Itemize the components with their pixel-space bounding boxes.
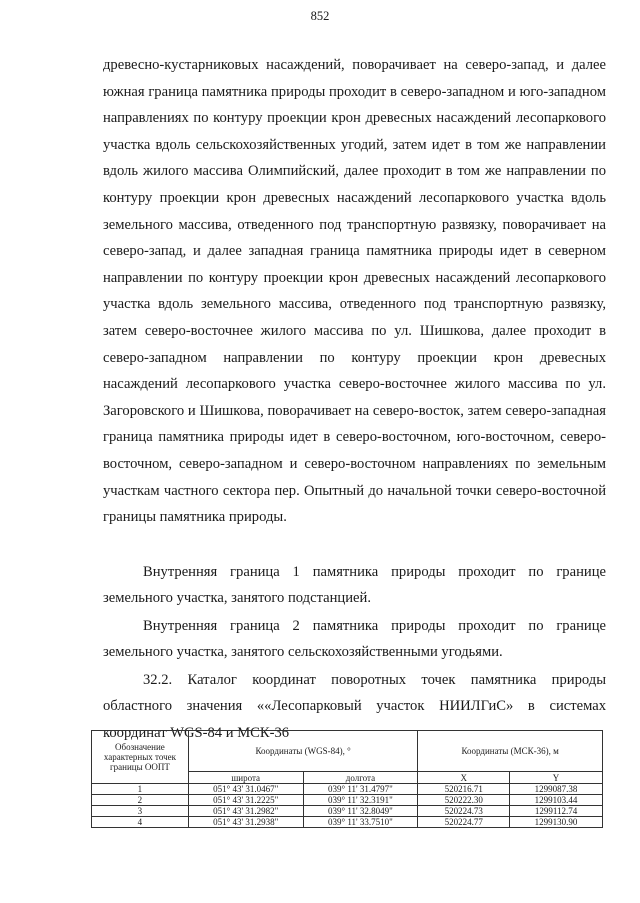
cell-x: 520224.77 bbox=[418, 817, 510, 828]
body-paragraph-boundary bbox=[103, 52, 606, 531]
header-wgs84: Координаты (WGS-84), ° bbox=[188, 731, 417, 772]
cell-latitude: 051° 43' 31.2938" bbox=[188, 817, 303, 828]
table-header-row bbox=[92, 731, 603, 772]
page-number: 852 bbox=[310, 9, 330, 23]
cell-point: 3 bbox=[92, 806, 189, 817]
section-heading-coordinates: 32.2. Каталог координат поворотных точек памятника природы областного значения ««Лесопарковый участок НИИЛГиС» в системах координат WGS-84 и МСК-36 bbox=[103, 671, 606, 741]
cell-y: 1299130.90 bbox=[510, 817, 603, 828]
cell-x: 520224.73 bbox=[418, 806, 510, 817]
cell-x: 520222.30 bbox=[418, 795, 510, 806]
cell-point: 2 bbox=[92, 795, 189, 806]
cell-y: 1299112.74 bbox=[510, 806, 603, 817]
paragraph-text: древесно-кустарниковых насаждений, поворачивает на северо-запад, и далее южная граница памятника природы проходит в северо-западном и юго-западном направлениях по контуру проекции крон древесных насаждений лесопаркового участка вдоль сельскохозяйственных угодий, затем идет в том же направлении вдоль жилого массива Олимпийский, далее проходит в том же направлении по контуру проекции крон древесных насаждений лесопаркового участка вдоль земельного массива, отведенного под транспортную развязку, поворачивает на северо-запад, и далее западная граница памятника природы идет в северном направлении по контуру проекции крон древесных насаждений лесопаркового участка вдоль земельного массива, отведенного под транспортную развязку, затем северо-восточнее жилого массива по ул. Шишкова, далее проходит в северо-западном направлении по контуру проекции крон древесных насаждений лесопаркового участка северо-восточнее жилого массива по ул. Загоровского и Шишкова, поворачивает на северо-восток, затем северо-западная граница памятника природы идет в северо-восточном, юго-восточном, северо-восточном, северо-западном и северо-восточном направлениях по земельным участкам частного сектора пер. Опытный до начальной точки северо-восточной границы памятника природы. bbox=[103, 57, 606, 526]
header-msk36: Координаты (МСК-36), м bbox=[418, 731, 603, 772]
cell-latitude: 051° 43' 31.0467" bbox=[188, 784, 303, 795]
cell-point: 4 bbox=[92, 817, 189, 828]
table-row bbox=[92, 784, 603, 795]
cell-x: 520216.71 bbox=[418, 784, 510, 795]
paragraph-inner-boundary-2: Внутренняя граница 2 памятника природы проходит по границе земельного участка, занятого сельскохозяйственными угодьями. bbox=[103, 617, 606, 661]
subheader-y: Y bbox=[510, 772, 603, 784]
cell-longitude: 039° 11' 32.3191" bbox=[303, 795, 418, 806]
cell-longitude: 039° 11' 31.4797" bbox=[303, 784, 418, 795]
subheader-x: X bbox=[418, 772, 510, 784]
paragraph-inner-boundary-1: Внутренняя граница 1 памятника природы проходит по границе земельного участка, занятого подстанцией. bbox=[103, 563, 606, 607]
cell-longitude: 039° 11' 33.7510" bbox=[303, 817, 418, 828]
header-point-designation: Обозначение характерных точек границы ООПТ bbox=[92, 731, 189, 784]
coordinates-table bbox=[91, 730, 603, 828]
cell-y: 1299103.44 bbox=[510, 795, 603, 806]
table-row bbox=[92, 795, 603, 806]
table-row bbox=[92, 817, 603, 828]
subheader-longitude: долгота bbox=[303, 772, 418, 784]
cell-y: 1299087.38 bbox=[510, 784, 603, 795]
cell-latitude: 051° 43' 31.2982" bbox=[188, 806, 303, 817]
cell-latitude: 051° 43' 31.2225" bbox=[188, 795, 303, 806]
table-row bbox=[92, 806, 603, 817]
cell-point: 1 bbox=[92, 784, 189, 795]
subheader-latitude: широта bbox=[188, 772, 303, 784]
cell-longitude: 039° 11' 32.8049" bbox=[303, 806, 418, 817]
